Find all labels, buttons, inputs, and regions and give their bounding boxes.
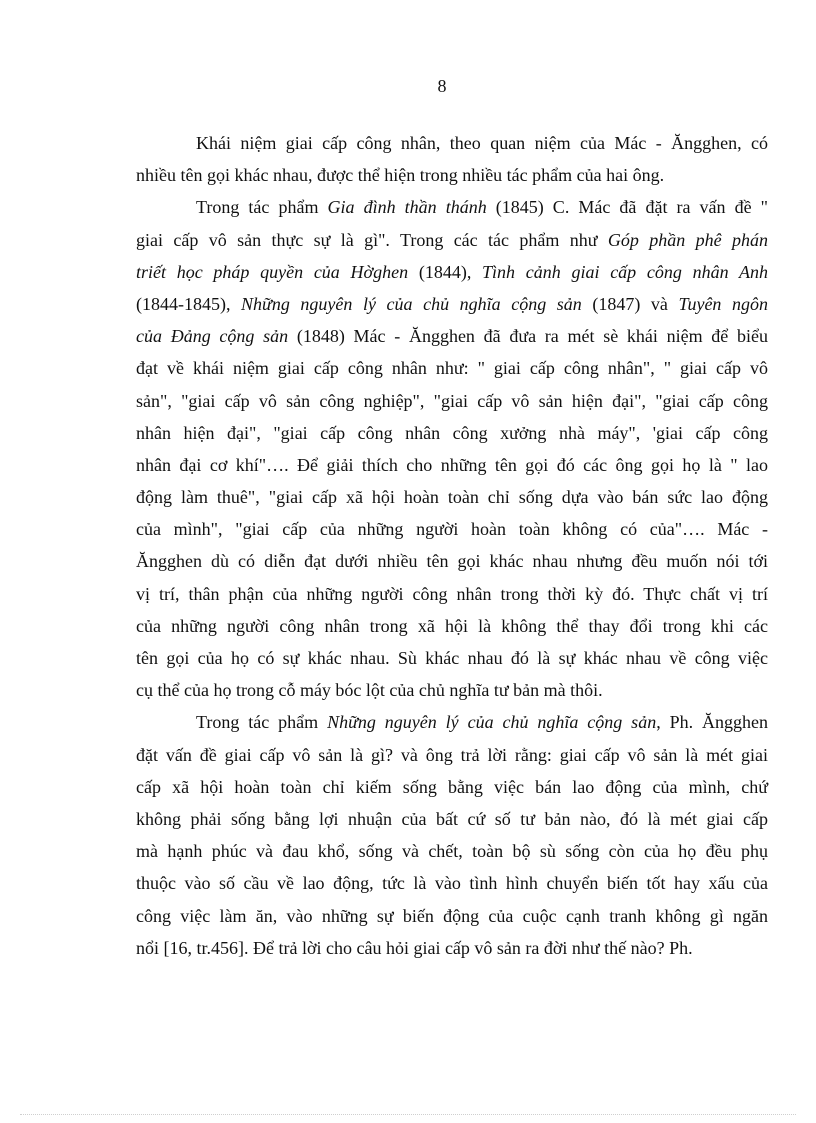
text-line xyxy=(136,256,768,288)
text-line xyxy=(136,932,768,964)
text-span: nhiều tên gọi khác nhau, được thể hiện trong nhiều tác phẩm của hai ông. xyxy=(136,165,665,186)
text-span: của những người công nhân trong xã hội là không thể thay đổi trong khi các xyxy=(136,615,768,636)
text-span: , Ph. Ăngghen xyxy=(656,712,769,733)
text-span: nhân đại cơ khí"…. Để giải thích cho những tên gọi đó các ông gọi họ là " lao xyxy=(136,454,768,475)
text-span: giai cấp vô sản thực sự là gì". Trong các tác phẩm như xyxy=(136,229,608,250)
text-span: đặt vấn đề giai cấp vô sản là gì? và ông trả lời rằng: giai cấp vô sản là mét giai xyxy=(136,744,768,765)
text-line xyxy=(136,545,768,577)
text-line xyxy=(136,352,768,384)
italic-title-span: Tình cảnh giai cấp công nhân Anh xyxy=(482,261,768,282)
text-line xyxy=(136,481,768,513)
text-line xyxy=(136,417,768,449)
text-line xyxy=(136,642,768,674)
text-line xyxy=(136,513,768,545)
italic-title-span: triết học pháp quyền của Hờghen xyxy=(136,261,409,282)
text-span: cấp xã hội hoàn toàn chỉ kiếm sống bằng việc bán lao động của mình, chứ xyxy=(136,776,768,797)
text-line xyxy=(136,900,768,932)
text-line xyxy=(136,739,768,771)
text-span: (1848) Mác - Ăngghen đã đưa ra mét sè khái niệm để biểu xyxy=(288,326,768,347)
text-span: động làm thuê", "giai cấp xã hội hoàn toàn chỉ sống dựa vào bán sức lao động xyxy=(136,487,768,508)
text-line xyxy=(136,771,768,803)
text-line xyxy=(136,127,768,159)
text-span: đạt về khái niệm giai cấp công nhân như: " giai cấp công nhân", " giai cấp vô xyxy=(136,358,768,379)
text-line xyxy=(136,835,768,867)
text-line xyxy=(136,191,768,223)
italic-title-span: Tuyên ngôn xyxy=(678,293,768,314)
text-line xyxy=(136,578,768,610)
text-span: (1847) và xyxy=(581,293,679,314)
body-text xyxy=(136,127,768,964)
text-span: Khái niệm giai cấp công nhân, theo quan niệm của Mác - Ăngghen, có xyxy=(196,133,768,153)
italic-title-span: của Đảng cộng sản xyxy=(136,326,289,347)
text-span: của mình", "giai cấp của những người hoàn toàn không có của"…. Mác - xyxy=(136,519,768,540)
italic-title-span: Góp phần phê phán xyxy=(607,229,768,250)
page-number: 8 xyxy=(437,76,447,96)
text-span: (1844-1845), xyxy=(136,293,242,314)
text-span: (1844), xyxy=(408,261,483,282)
text-span: Trong tác phẩm xyxy=(196,197,328,218)
text-span: Ăngghen dù có diễn đạt dưới nhiều tên gọi khác nhau nhưng đều muốn nói tới xyxy=(136,551,768,572)
text-span: nổi [16, tr.456]. Để trả lời cho câu hỏi giai cấp vô sản ra đời như thế nào? Ph. xyxy=(136,937,693,958)
text-span: mà hạnh phúc và đau khổ, sống và chết, toàn bộ sù sống còn của họ đều phụ xyxy=(136,841,768,862)
text-span: nhân hiện đại", "giai cấp công nhân công xưởng nhà máy", 'giai cấp công xyxy=(136,422,768,443)
text-line xyxy=(136,385,768,417)
text-line xyxy=(136,867,768,899)
text-line xyxy=(136,449,768,481)
text-span: vị trí, thân phận của những người công nhân trong thời kỳ đó. Thực chất vị trí xyxy=(136,583,768,604)
text-span: cụ thể của họ trong cỗ máy bóc lột của chủ nghĩa tư bản mà thôi. xyxy=(136,680,603,701)
text-span: sản", "giai cấp vô sản công nghiệp", "giai cấp vô sản hiện đại", "giai cấp công xyxy=(136,390,768,411)
italic-title-span: Gia đình thần thánh xyxy=(327,197,487,218)
text-line xyxy=(136,159,768,191)
page-bottom-divider xyxy=(20,1114,796,1115)
text-span: công việc làm ăn, vào những sự biến động của cuộc cạnh tranh không gì ngăn xyxy=(136,905,768,926)
text-line xyxy=(136,706,768,738)
text-span: (1845) C. Mác đã đặt ra vấn đề " xyxy=(486,197,768,218)
text-span: không phải sống bằng lợi nhuận của bất cứ số tư bản nào, đó là mét giai cấp xyxy=(136,808,768,829)
text-line xyxy=(136,320,768,352)
text-span: Trong tác phẩm xyxy=(196,712,328,733)
text-line xyxy=(136,224,768,256)
italic-title-span: Những nguyên lý của chủ nghĩa cộng sản xyxy=(241,293,582,314)
text-line xyxy=(136,610,768,642)
text-line xyxy=(136,288,768,320)
text-line xyxy=(136,803,768,835)
text-line xyxy=(136,674,768,706)
text-span: thuộc vào số cầu về lao động, tức là vào tình hình chuyển biến tốt hay xấu của xyxy=(136,873,768,894)
text-span: tên gọi của họ có sự khác nhau. Sù khác nhau đó là sự khác nhau về công việc xyxy=(136,648,768,668)
italic-title-span: Những nguyên lý của chủ nghĩa cộng sản xyxy=(327,712,657,733)
